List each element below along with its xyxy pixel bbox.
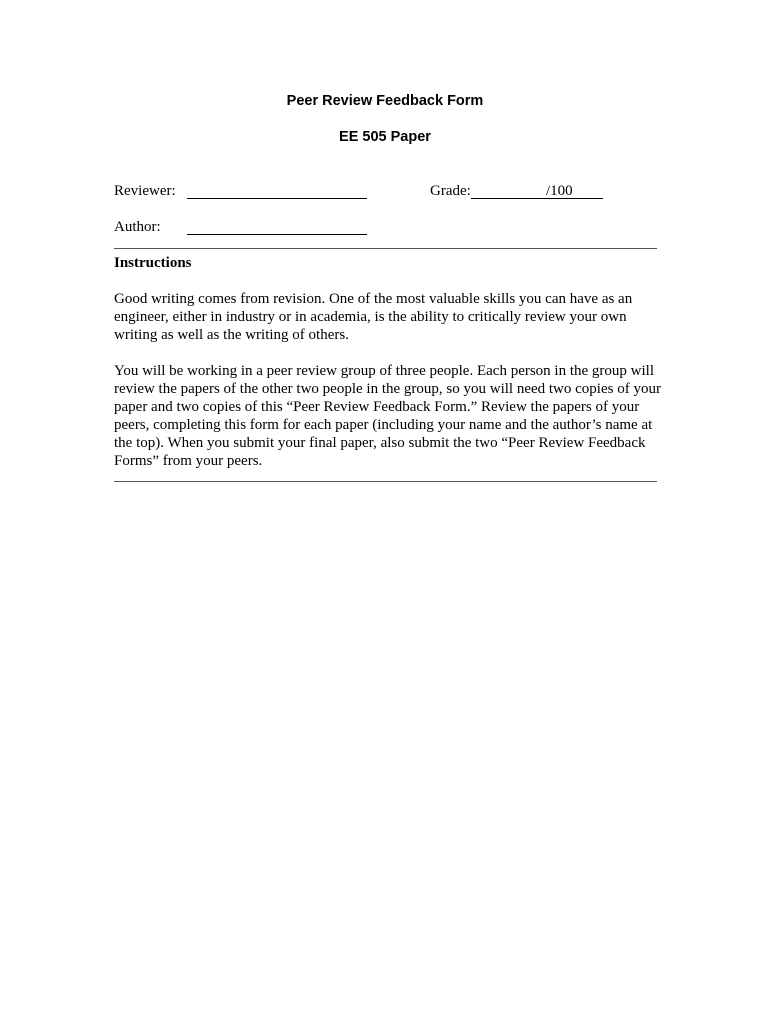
reviewer-blank-line[interactable] [187, 184, 367, 199]
author-label: Author: [114, 219, 161, 235]
author-blank-line[interactable] [187, 220, 367, 235]
bottom-divider [114, 481, 657, 482]
form-subtitle: EE 505 Paper [339, 129, 431, 145]
form-title: Peer Review Feedback Form [286, 93, 484, 109]
top-divider [114, 248, 657, 249]
instructions-paragraph: Good writing comes from revision. One of the most valuable skills you can have as an engineer, either in industry or in academia, is the ability to critically review your own writing as well as the writing of others. [114, 291, 633, 343]
instructions-heading: Instructions [114, 255, 192, 271]
instructions-paragraph: You will be working in a peer review group of three people. Each person in the group will review the papers of the other two people in the group, so you will need two copies of your paper and two copies of this “Peer Review Feedback Form.” Review the papers of your peers, completing this form for each paper (including your name and the author’s name at the top). When you submit your final paper, also submit the two “Peer Review Feedback Forms” from your peers. [114, 363, 661, 469]
grade-max-value: /100 [546, 183, 573, 199]
grade-label: Grade: [430, 183, 471, 199]
grade-blank-line[interactable] [471, 184, 603, 199]
reviewer-label: Reviewer: [114, 183, 176, 199]
